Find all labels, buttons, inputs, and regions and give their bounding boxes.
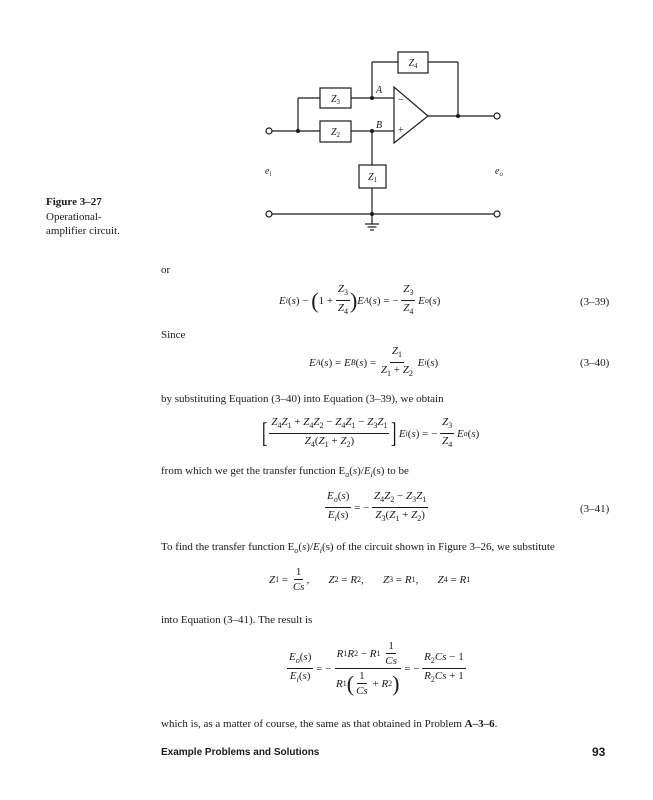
inverting-input-sign: − xyxy=(398,94,405,106)
text-which-is: which is, as a matter of course, the same as that obtained in Problem A–3–6. xyxy=(161,718,498,730)
input-terminal-bottom xyxy=(266,211,272,217)
eo-label: $e_o$ xyxy=(495,166,503,178)
equation-number-3-41: (3–41) xyxy=(580,503,610,515)
junction-dot xyxy=(370,129,374,133)
text-substituting: by substituting Equation (3–40) into Equation (3–39), we obtain xyxy=(161,393,444,405)
running-footer-section: Example Problems and Solutions xyxy=(161,747,320,758)
junction-dot xyxy=(296,129,300,133)
input-terminal-top xyxy=(266,128,272,134)
z4-label: $Z_4$ xyxy=(408,58,418,70)
junction-dot xyxy=(456,114,460,118)
equation-3-40: E A ( s ) = E B ( s ) = $\frac{Z_1}{Z_1 + Z_2}$ E i ( s ) xyxy=(309,345,439,378)
equation-number-3-39: (3–39) xyxy=(580,296,610,308)
junction-dot xyxy=(370,212,374,216)
page-number: 93 xyxy=(592,745,606,759)
equation-substitution: Z 1 = $\frac{1}{Cs}$ , Z 2 = R 2 , Z 3 = R 1 , Z 4 = R 1 xyxy=(269,566,471,593)
output-terminal-bottom xyxy=(494,211,500,217)
equation-3-41: $\frac{E_o(s)}{E_i(s)}$ = − $\frac{Z_4Z_2 - Z_3Z_1}{Z_3(Z_1 + Z_2)}$ xyxy=(327,490,427,523)
z1-label: $Z_1$ xyxy=(367,172,378,184)
node-a-label: A xyxy=(376,85,383,96)
figure-caption: Operational- amplifier circuit. xyxy=(46,211,120,237)
z3-label: $Z_3$ xyxy=(330,94,341,106)
figure-label: Figure 3–27 xyxy=(46,196,102,208)
junction-dot xyxy=(370,96,374,100)
equation-result: $\frac{E_o(s)}{E_i(s)}$ = − R 1 R 2 − R 1 $\frac{1}{Cs}$ R 1 ( $\frac{1}{Cs}$ + R 2 ) = − $\frac{R_2Cs - 1}{R_2Cs + 1}$ xyxy=(289,640,464,697)
equation-3-39: E i ( s ) − ( 1 + $\frac{Z_3}{Z_4}$ ) E A ( s ) = − $\frac{Z_3}{Z_4}$ E o ( s ) xyxy=(279,283,441,316)
text-to-find: To find the transfer function $E_o(s)/E_i(s)$ of the circuit shown in Figure 3–26, we substitute xyxy=(161,541,555,555)
output-terminal-top xyxy=(494,113,500,119)
text-or: or xyxy=(161,264,171,276)
text-into-eq: into Equation (3–41). The result is xyxy=(161,614,313,626)
text-since: Since xyxy=(161,329,186,341)
ei-label: $e_i$ xyxy=(265,166,272,178)
text-from-which: from which we get the transfer function $E_o(s)/E_i(s)$ to be xyxy=(161,465,409,479)
equation-number-3-40: (3–40) xyxy=(580,357,610,369)
noninverting-input-sign: + xyxy=(398,125,404,136)
z2-label: $Z_2$ xyxy=(330,127,341,139)
equation-combined: [ $\frac{Z_4Z_1 + Z_4Z_2 - Z_4Z_1 - Z_3Z_1}{Z_4(Z_1 + Z_2)}$ ] E i ( s ) = − $\frac{Z_3}{Z_4}$ E o ( s ) xyxy=(261,416,480,449)
node-b-label: B xyxy=(376,120,383,131)
